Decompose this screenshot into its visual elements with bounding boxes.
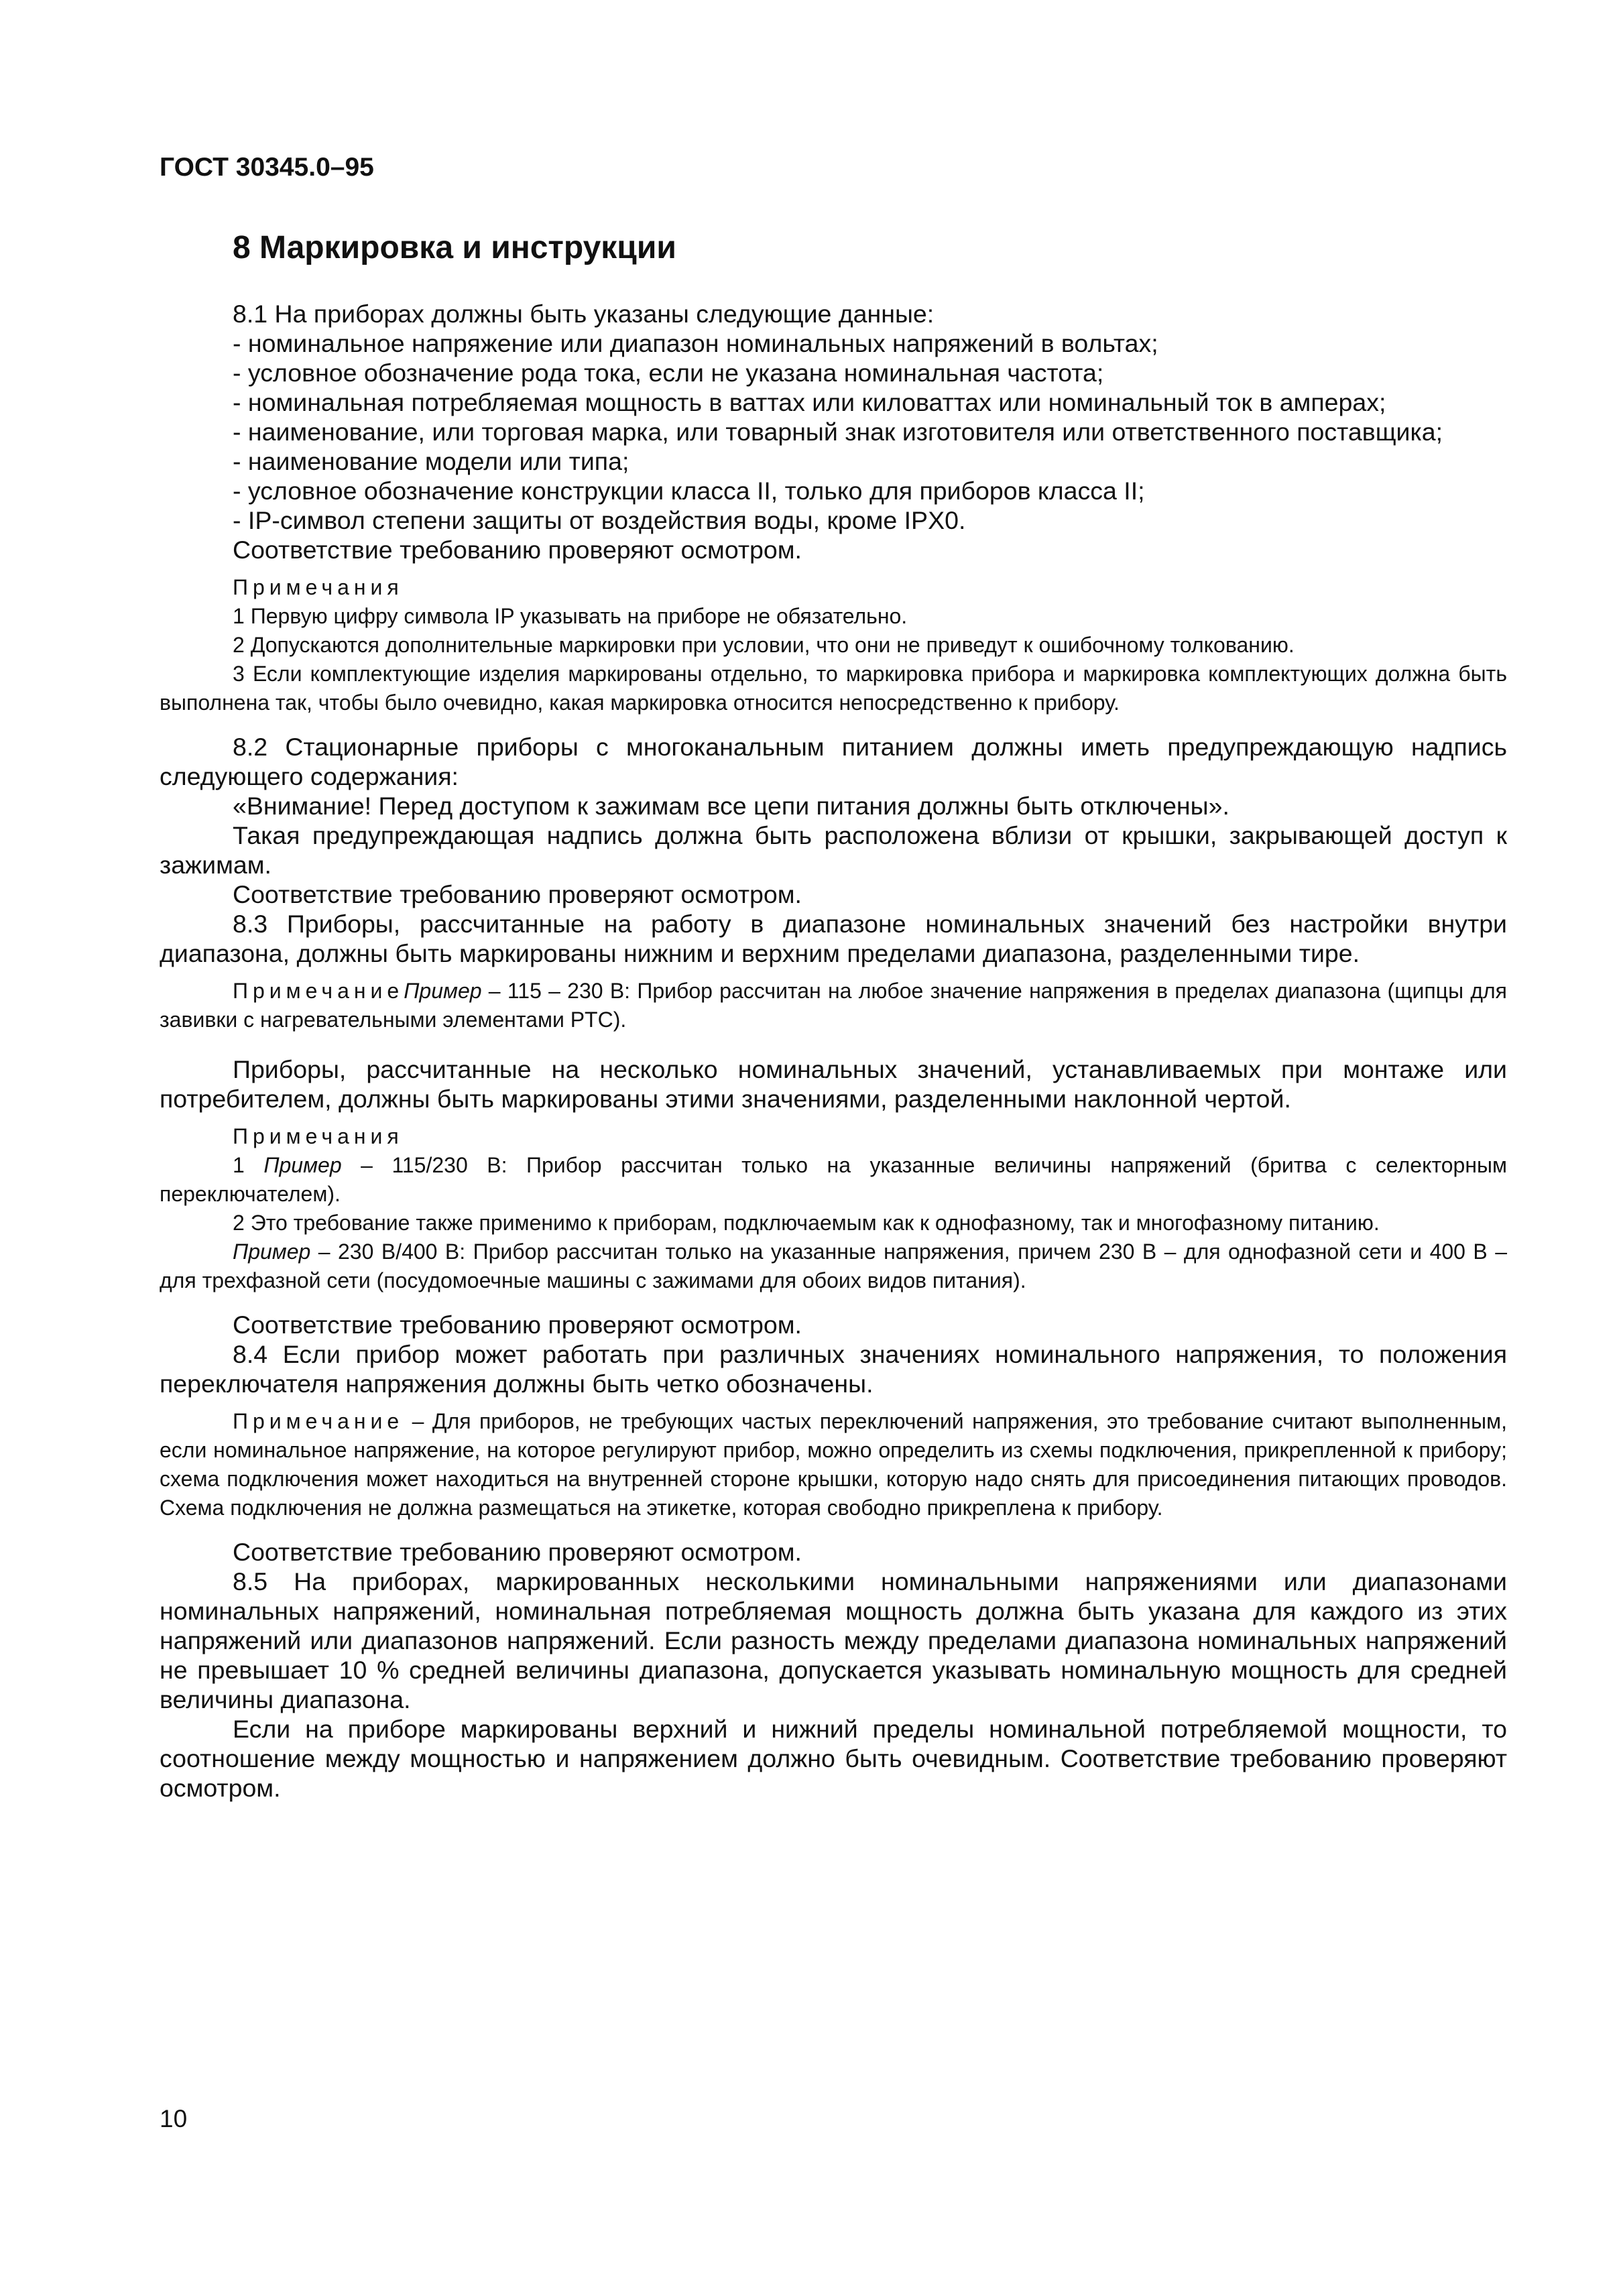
example-label: Пример: [404, 979, 482, 1003]
notes-heading: Примечания: [233, 575, 404, 599]
page-number: 10: [160, 2105, 188, 2132]
example-label: Пример: [233, 1240, 311, 1264]
list-item: - условное обозначение конструкции класса II, только для приборов класса II;: [233, 477, 1145, 505]
note-item: 3 Если комплектующие изделия маркированы отдельно, то маркировка прибора и маркировка комплектующих должна быть выполнена так, чтобы было очевидно, какая маркировка относится непосредственно к прибору.: [160, 662, 1507, 715]
note-text: – 115 – 230 В: Прибор рассчитан на любое значение напряжения в пределах диапазона (щипцы для завивки с нагревательными элементами PTC).: [160, 979, 1507, 1032]
paragraph-8-5-b: Если на приборе маркированы верхний и нижний пределы номинальной потребляемой мощности, то соотношение между мощностью и напряжением должно быть очевидным. Соответствие требованию проверяют осмотром.: [160, 1715, 1507, 1802]
notes-heading: Примечания: [233, 1124, 404, 1148]
compliance-statement: Соответствие требованию проверяют осмотром.: [233, 1538, 802, 1566]
paragraph-8-2-location: Такая предупреждающая надпись должна быть расположена вблизи от крышки, закрывающей доступ к зажимам.: [160, 821, 1507, 879]
warning-quote: «Внимание! Перед доступом к зажимам все цепи питания должны быть отключены».: [233, 792, 1229, 820]
list-item: - IP-символ степени защиты от воздействия воды, кроме IPX0.: [233, 506, 966, 534]
note-text: – 115/230 В: Прибор рассчитан только на указанные величины напряжений (бритва с селекторным переключателем).: [160, 1153, 1508, 1206]
note-item: 2 Это требование также применимо к приборам, подключаемым как к однофазному, так и многофазному питанию.: [233, 1211, 1380, 1235]
note-label: Примечание: [233, 979, 404, 1003]
note-item: 1 Пример – 115/230 В: Прибор рассчитан только на указанные величины напряжений (бритва с селекторным переключателем).: [160, 1153, 1508, 1206]
paragraph-8-3: 8.3 Приборы, рассчитанные на работу в диапазоне номинальных значений без настройки внутри диапазона, должны быть маркированы нижним и верхним пределами диапазона, разделенными тире.: [160, 910, 1507, 967]
note-text: – 230 В/400 В: Прибор рассчитан только на указанные напряжения, причем 230 В – для однофазной сети и 400 В – для трехфазной сети (посудомоечные машины с зажимами для обоих видов питания).: [160, 1240, 1507, 1292]
paragraph-8-5: 8.5 На приборах, маркированных несколькими номинальными напряжениями или диапазонами номинальных напряжений, номинальная потребляемая мощность должна быть указана для каждого из этих напряжений или диапазонов напряжений. Если разность между пределами диапазона номинальных напряжений не превышает 10 % средней величины диапазона, допускается указывать номинальную мощность для средней величины диапазона.: [160, 1567, 1507, 1713]
example-label: Пример: [263, 1153, 342, 1177]
compliance-statement: Соответствие требованию проверяют осмотром.: [233, 1311, 802, 1339]
note-item: [160, 1237, 1507, 1295]
list-item: - условное обозначение рода тока, если не указана номинальная частота;: [233, 359, 1104, 387]
list-item: - наименование, или торговая марка, или товарный знак изготовителя или ответственного поставщика;: [233, 418, 1443, 446]
list-item: - номинальная потребляемая мощность в ваттах или киловаттах или номинальный ток в амперах;: [233, 388, 1386, 416]
note-item: 2 Допускаются дополнительные маркировки при условии, что они не приведут к ошибочному толкованию.: [233, 633, 1295, 657]
list-item: - наименование модели или типа;: [233, 447, 629, 475]
paragraph-8-4: 8.4 Если прибор может работать при различных значениях номинального напряжения, то положения переключателя напряжения должны быть четко обозначены.: [160, 1340, 1507, 1398]
note-8-4: [160, 1407, 1507, 1522]
note-text: – Для приборов, не требующих частых переключений напряжения, это требование считают выполненным, если номинальное напряжение, на которое регулируют прибор, можно определить из схемы подключения, прикрепленной к прибору; схема подключения может находиться на внутренней стороне крышки, которую надо снять для присоединения питающих проводов. Схема подключения не должна размещаться на этикетке, которая свободно прикреплена к прибору.: [160, 1409, 1507, 1520]
paragraph-8-2: 8.2 Стационарные приборы с многоканальным питанием должны иметь предупреждающую надпись следующего содержания:: [160, 733, 1507, 790]
section-title: 8 Маркировка и инструкции: [233, 230, 676, 265]
standard-id: ГОСТ 30345.0–95: [160, 153, 374, 182]
paragraph-8-3-multi: Приборы, рассчитанные на несколько номинальных значений, устанавливаемых при монтаже или потребителем, должны быть маркированы этими значениями, разделенными наклонной чертой.: [160, 1055, 1507, 1113]
note-item: 1 Первую цифру символа IP указывать на приборе не обязательно.: [233, 604, 908, 628]
note-8-3: [160, 977, 1507, 1034]
compliance-statement: Соответствие требованию проверяют осмотром.: [233, 880, 802, 908]
paragraph-8-1-intro: 8.1 На приборах должны быть указаны следующие данные:: [233, 300, 935, 328]
section-body: [160, 299, 1507, 1803]
list-item: - номинальное напряжение или диапазон номинальных напряжений в вольтах;: [233, 329, 1158, 357]
note-label: Примечание: [233, 1409, 404, 1433]
compliance-statement: Соответствие требованию проверяют осмотром.: [233, 536, 802, 564]
